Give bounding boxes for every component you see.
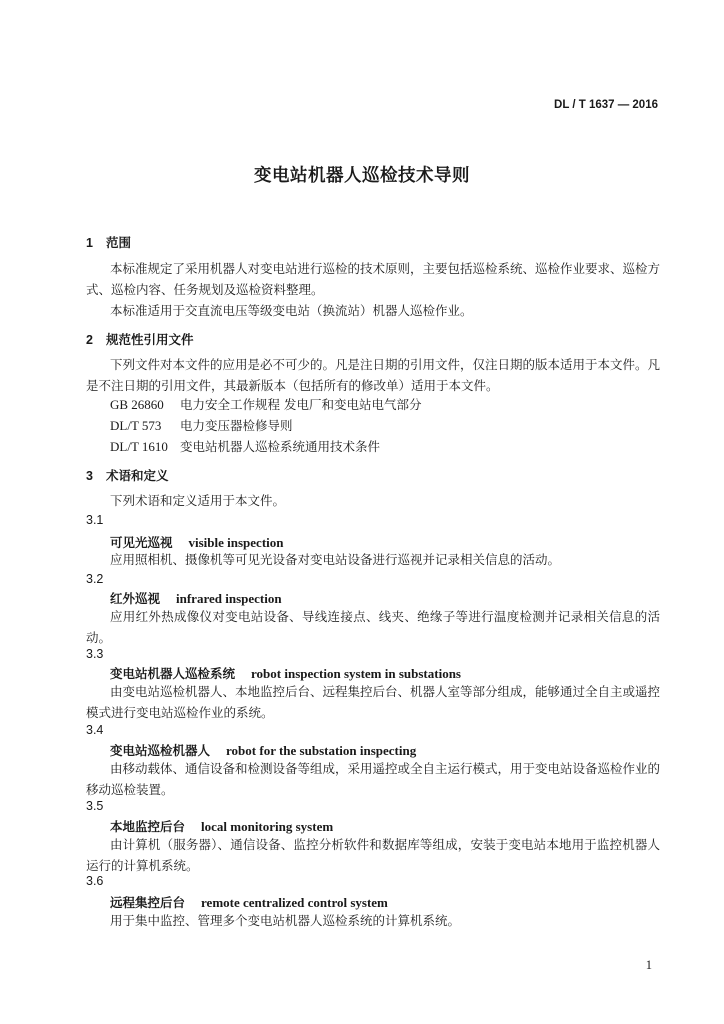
term-title	[110, 817, 333, 835]
term-chinese: 远程集控后台	[110, 895, 186, 910]
term-chinese: 变电站巡检机器人	[110, 743, 211, 758]
term-title	[110, 664, 461, 682]
term-title	[110, 893, 388, 911]
paragraph-terms-intro: 下列术语和定义适用于本文件。	[110, 493, 286, 508]
term-definition: 由计算机（服务器）、通信设备、监控分析软件和数据库等组成，安装于变电站本地用于监控机器人运行的计算机系统。	[86, 837, 660, 873]
term-definition: 应用照相机、摄像机等可见光设备对变电站设备进行巡视并记录相关信息的活动。	[110, 552, 561, 567]
term-definition: 由移动载体、通信设备和检测设备等组成，采用遥控或全自主运行模式，用于变电站设备巡检作业的移动巡检装置。	[86, 761, 661, 797]
term-definition: 用于集中监控、管理多个变电站机器人巡检系统的计算机系统。	[110, 913, 461, 928]
term-chinese: 可见光巡视	[110, 535, 173, 550]
section-heading-terms	[86, 466, 169, 484]
section-title: 范围	[106, 235, 132, 250]
term-english: local monitoring system	[201, 819, 334, 834]
term-english: visible inspection	[188, 535, 284, 550]
term-chinese: 本地监控后台	[110, 819, 186, 834]
standard-code: DL / T 1637 — 2016	[554, 99, 658, 111]
term-number: 3.4	[86, 723, 104, 737]
reference-code: DL/T 573	[110, 418, 162, 433]
paragraph-scope-2: 本标准适用于交直流电压等级变电站（换流站）机器人巡检作业。	[110, 303, 473, 318]
paragraph-scope-1: 本标准规定了采用机器人对变电站进行巡检的技术原则，主要包括巡检系统、巡检作业要求、巡检方式、巡检内容、任务规划及巡检资料整理。	[86, 261, 661, 297]
reference-item	[110, 416, 293, 434]
term-number: 3.6	[86, 874, 104, 888]
page-title: 变电站机器人巡检技术导则	[254, 166, 470, 186]
reference-item	[110, 437, 380, 455]
term-chinese: 红外巡视	[110, 591, 161, 606]
term-definition: 应用红外热成像仪对变电站设备、导线连接点、线夹、绝缘子等进行温度检测并记录相关信息的活动。	[86, 609, 660, 645]
term-definition: 由变电站巡检机器人、本地监控后台、远程集控后台、机器人室等部分组成，能够通过全自主或遥控模式进行变电站巡检作业的系统。	[86, 684, 661, 720]
reference-code: DL/T 1610	[110, 439, 168, 454]
section-heading-scope	[86, 233, 131, 251]
term-chinese: 变电站机器人巡检系统	[110, 666, 236, 681]
section-number: 1	[86, 236, 93, 250]
page-number: 1	[645, 958, 652, 972]
term-english: infrared inspection	[176, 591, 282, 606]
term-number: 3.2	[86, 572, 104, 586]
reference-title: 电力变压器检修导则	[180, 418, 293, 433]
term-english: remote centralized control system	[201, 895, 388, 910]
term-english: robot inspection system in substations	[251, 666, 461, 681]
reference-title: 变电站机器人巡检系统通用技术条件	[180, 439, 381, 454]
reference-code: GB 26860	[110, 397, 164, 412]
term-number: 3.1	[86, 513, 104, 527]
reference-title: 电力安全工作规程 发电厂和变电站电气部分	[180, 397, 422, 412]
term-title	[110, 741, 416, 759]
term-number: 3.3	[86, 647, 104, 661]
term-title	[110, 589, 282, 607]
section-number: 2	[86, 333, 93, 347]
section-title: 规范性引用文件	[106, 332, 194, 347]
section-number: 3	[86, 469, 93, 483]
reference-item	[110, 395, 421, 413]
section-title: 术语和定义	[106, 468, 169, 483]
paragraph-references: 下列文件对本文件的应用是必不可少的。凡是注日期的引用文件，仅注日期的版本适用于本文件。凡是不注日期的引用文件，其最新版本（包括所有的修改单）适用于本文件。	[86, 357, 661, 393]
section-heading-references	[86, 330, 194, 348]
term-number: 3.5	[86, 799, 104, 813]
term-english: robot for the substation inspecting	[226, 743, 417, 758]
